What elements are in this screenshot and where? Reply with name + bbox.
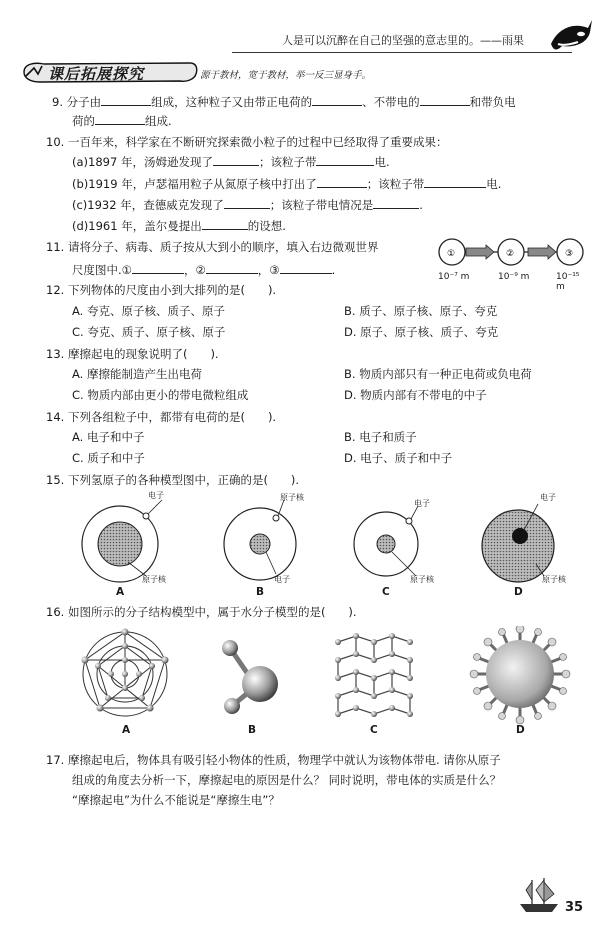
- nucleus-label: 原子核: [142, 575, 166, 584]
- q10-c: [72, 196, 423, 213]
- answer-blank[interactable]: [132, 261, 184, 274]
- q16-text: 如图所示的分子结构模型中，属于水分子模型的是( ).: [67, 605, 357, 619]
- section-slogan: 源于教材，宽于教材，举一反三显身手。: [200, 70, 372, 81]
- svg-text:②: ②: [506, 249, 515, 259]
- q10-b: [72, 175, 501, 192]
- q13-stem: [46, 346, 219, 362]
- figure-letter: A: [122, 724, 131, 736]
- q10-text: (d)1961 年，盖尔曼提出: [72, 219, 202, 233]
- question-number: 12.: [46, 283, 65, 297]
- header-top-rule: [232, 52, 572, 53]
- electron-label: 电子: [414, 499, 430, 508]
- q10-text: 电.: [486, 177, 502, 191]
- answer-blank[interactable]: [206, 261, 258, 274]
- q9-text: 组成.: [145, 114, 172, 128]
- q11-text: ，②: [183, 263, 206, 277]
- q17-line3: “摩擦起电”为什么不能说是“摩擦生电”？: [72, 793, 280, 807]
- answer-blank[interactable]: [420, 93, 470, 106]
- question-number: 9.: [52, 95, 63, 109]
- answer-blank[interactable]: [224, 196, 270, 209]
- q10-text: (b)1919 年，卢瑟福用粒子从氮原子核中打出了: [72, 177, 317, 191]
- header-quote: 人是可以沉醉在自己的坚强的意志里的。——雨果: [282, 34, 524, 47]
- section-banner: [20, 60, 200, 84]
- q14-text: 下列各组粒子中，都带有电荷的是( ).: [67, 410, 277, 424]
- question-number: 11.: [46, 240, 65, 254]
- orca-icon: [548, 14, 594, 57]
- scale-label: 10⁻¹⁵ m: [556, 272, 580, 292]
- electron-label: 电子: [148, 491, 164, 500]
- q14-option-c[interactable]: C. 质子和中子: [72, 451, 145, 465]
- answer-blank[interactable]: [424, 175, 486, 188]
- q16-stem: [46, 604, 357, 620]
- figure-letter: C: [382, 586, 390, 598]
- q10-a: [72, 153, 390, 170]
- q17-text: 摩擦起电后，物体具有吸引轻小物体的性质，物理学中就认为该物体带电. 请你从原子: [67, 753, 501, 767]
- question-number: 13.: [46, 347, 65, 361]
- answer-blank[interactable]: [312, 93, 362, 106]
- q17-line2: 组成的角度去分析一下，摩擦起电的原因是什么？ 同时说明，带电体的实质是什么？: [72, 773, 502, 787]
- q11-line1: [46, 239, 378, 255]
- q12-option-a[interactable]: A. 夸克、原子核、质子、原子: [72, 304, 225, 318]
- electron-label: 电子: [274, 575, 290, 584]
- q12-option-c[interactable]: C. 夸克、质子、原子核、原子: [72, 325, 226, 339]
- q10-text: (c)1932 年，查德威克发现了: [72, 198, 224, 212]
- question-number: 17.: [46, 753, 65, 767]
- q11-text: ，③: [257, 263, 280, 277]
- nucleus-label: 原子核: [410, 575, 434, 584]
- q12-stem: [46, 282, 276, 298]
- q9-text: 和带负电: [469, 95, 516, 109]
- figure-letter: D: [514, 586, 523, 598]
- q9-text: 组成，这种粒子又由带正电荷的: [151, 95, 313, 109]
- q9-text: 分子由: [66, 95, 102, 109]
- q9-line2: [72, 112, 172, 129]
- q10-stem: [46, 134, 447, 150]
- q14-option-b[interactable]: B. 电子和质子: [344, 430, 417, 444]
- q10-d: [72, 217, 286, 234]
- q9-text: 荷的: [72, 114, 95, 128]
- q10-text: 一百年来，科学家在不断研究探索微小粒子的过程中已经取得了重要成果：: [67, 135, 448, 149]
- answer-blank[interactable]: [316, 153, 374, 166]
- q15-stem: [46, 472, 299, 488]
- q17-line1: [46, 752, 501, 768]
- q11-text: .: [331, 263, 336, 277]
- question-number: 14.: [46, 410, 65, 424]
- question-number: 10.: [46, 135, 65, 149]
- q13-option-d[interactable]: D. 物质内部有不带电的中子: [344, 388, 487, 402]
- q15-text: 下列氢原子的各种模型图中，正确的是( ).: [67, 473, 300, 487]
- answer-blank[interactable]: [101, 93, 151, 106]
- svg-text:①: ①: [447, 249, 456, 259]
- q12-text: 下列物体的尺度由小到大排列的是( ).: [67, 283, 277, 297]
- micro-scale-diagram: [436, 236, 586, 292]
- svg-text:③: ③: [565, 249, 574, 259]
- q14-option-a[interactable]: A. 电子和中子: [72, 430, 145, 444]
- figure-letter: C: [370, 724, 378, 736]
- electron-label: 电子: [540, 493, 556, 502]
- q13-option-b[interactable]: B. 物质内部只有一种正电荷或负电荷: [344, 367, 532, 381]
- section-title: 课后拓展探究: [48, 65, 145, 83]
- figure-letter: A: [116, 586, 125, 598]
- q13-text: 摩擦起电的现象说明了( ).: [67, 347, 219, 361]
- page-number: 35: [565, 900, 584, 915]
- q13-option-a[interactable]: A. 摩擦能制造产生出电荷: [72, 367, 202, 381]
- q11-text: 请将分子、病毒、质子按从大到小的顺序，填入右边微观世界: [67, 240, 379, 254]
- figure-letter: B: [256, 586, 265, 598]
- q10-text: 电.: [374, 155, 390, 169]
- q11-line2: [72, 261, 335, 278]
- answer-blank[interactable]: [202, 217, 248, 230]
- answer-blank[interactable]: [317, 175, 367, 188]
- q11-text: 尺度图中.①: [72, 263, 132, 277]
- question-number: 16.: [46, 605, 65, 619]
- figure-letter: B: [248, 724, 257, 736]
- q10-text: ；该粒子带电情况是: [269, 198, 374, 212]
- q9-text: 、不带电的: [362, 95, 420, 109]
- q10-text: ；该粒子带: [258, 155, 317, 169]
- q10-text: .: [419, 198, 423, 212]
- q12-option-b[interactable]: B. 质子、原子核、原子、夸克: [344, 304, 498, 318]
- nucleus-label: 原子核: [542, 575, 566, 584]
- q10-text: 的设想.: [247, 219, 286, 233]
- q10-text: (a)1897 年，汤姆逊发现了: [72, 155, 213, 169]
- question-number: 15.: [46, 473, 65, 487]
- q14-option-d[interactable]: D. 电子、质子和中子: [344, 451, 453, 465]
- answer-blank[interactable]: [280, 261, 332, 274]
- q9-line1: [52, 93, 516, 110]
- nucleus-label: 原子核: [280, 493, 304, 502]
- answer-blank[interactable]: [95, 112, 145, 125]
- hydrogen-models-figure: [70, 490, 590, 602]
- q14-stem: [46, 409, 276, 425]
- scale-label: 10⁻⁷ m: [438, 272, 470, 282]
- sailing-ship-icon: [516, 876, 562, 917]
- q10-text: ；该粒子带: [366, 177, 425, 191]
- q12-option-d[interactable]: D. 原子、原子核、质子、夸克: [344, 325, 499, 339]
- answer-blank[interactable]: [373, 196, 419, 209]
- figure-letter: D: [516, 724, 525, 736]
- q13-option-c[interactable]: C. 物质内部由更小的带电微粒组成: [72, 388, 249, 402]
- answer-blank[interactable]: [213, 153, 259, 166]
- scale-label: 10⁻⁹ m: [498, 272, 530, 282]
- molecule-models-figure: [70, 626, 590, 742]
